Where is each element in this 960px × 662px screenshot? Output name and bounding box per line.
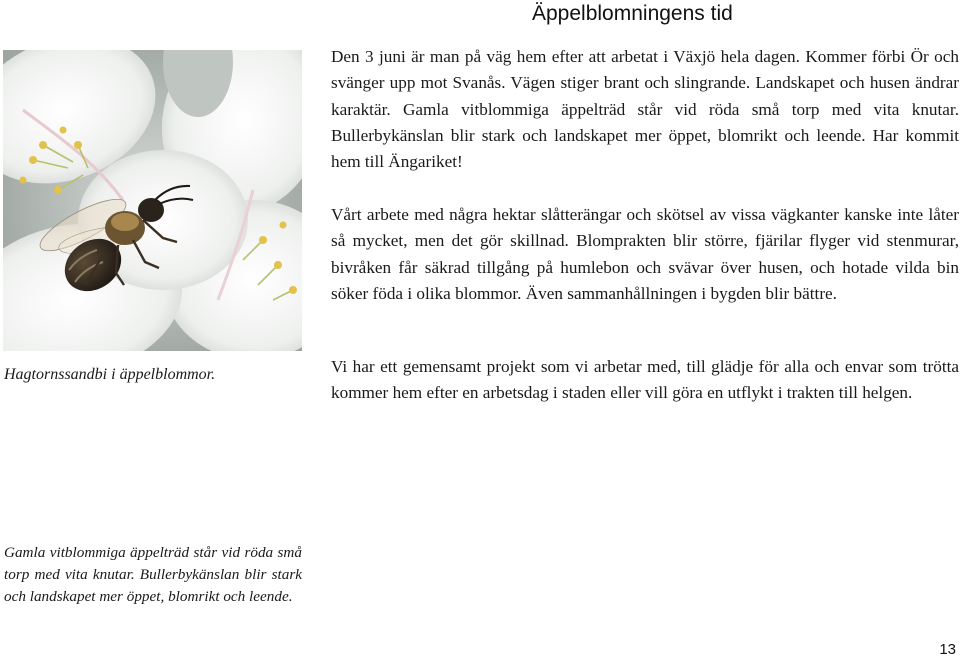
paragraph-work: Vårt arbete med några hektar slåtterängar och skötsel av vissa vägkanter kanske inte låter så mycket, men det gör skillnad. Blomprakten blir större, fjärilar flyger vid stenmurar, bivråken får säkrad tillgång på humlebon och svävar över husen, och hotade vilda bin söker föda i olika blommor. Även sammanhållningen i bygden blir bättre. — [331, 205, 959, 303]
pull-quote: Gamla vitblommiga äppelträd står vid röda små torp med vita knutar. Bullerbykänslan blir stark och landskapet mer öppet, blomrikt och leende. — [4, 544, 302, 605]
paragraph-project: Vi har ett gemensamt projekt som vi arbetar med, till glädje för alla och envar som trötta kommer hem efter en arbetsdag i staden eller vill göra en utflykt i trakten till helgen. — [331, 357, 959, 403]
bee-on-apple-blossom-photo — [3, 50, 302, 351]
paragraph-intro: Den 3 juni är man på väg hem efter att arbetat i Växjö hela dagen. Kommer förbi Ör och svänger upp mot Svanås. Vägen stiger brant och slingrande. Landskapet och husen ändrar karaktär. Gamla vitblommiga äppelträd står vid röda små torp med vita knutar. Bullerbykänslan blir stark och landskapet mer öppet, blomrikt och leende. Har kommit hem till Ängariket! — [331, 47, 959, 172]
page-title: Äppelblomningens tid — [532, 2, 733, 25]
page-number: 13 — [939, 641, 956, 658]
photo-caption: Hagtornssandbi i äppelblommor. — [4, 366, 216, 383]
